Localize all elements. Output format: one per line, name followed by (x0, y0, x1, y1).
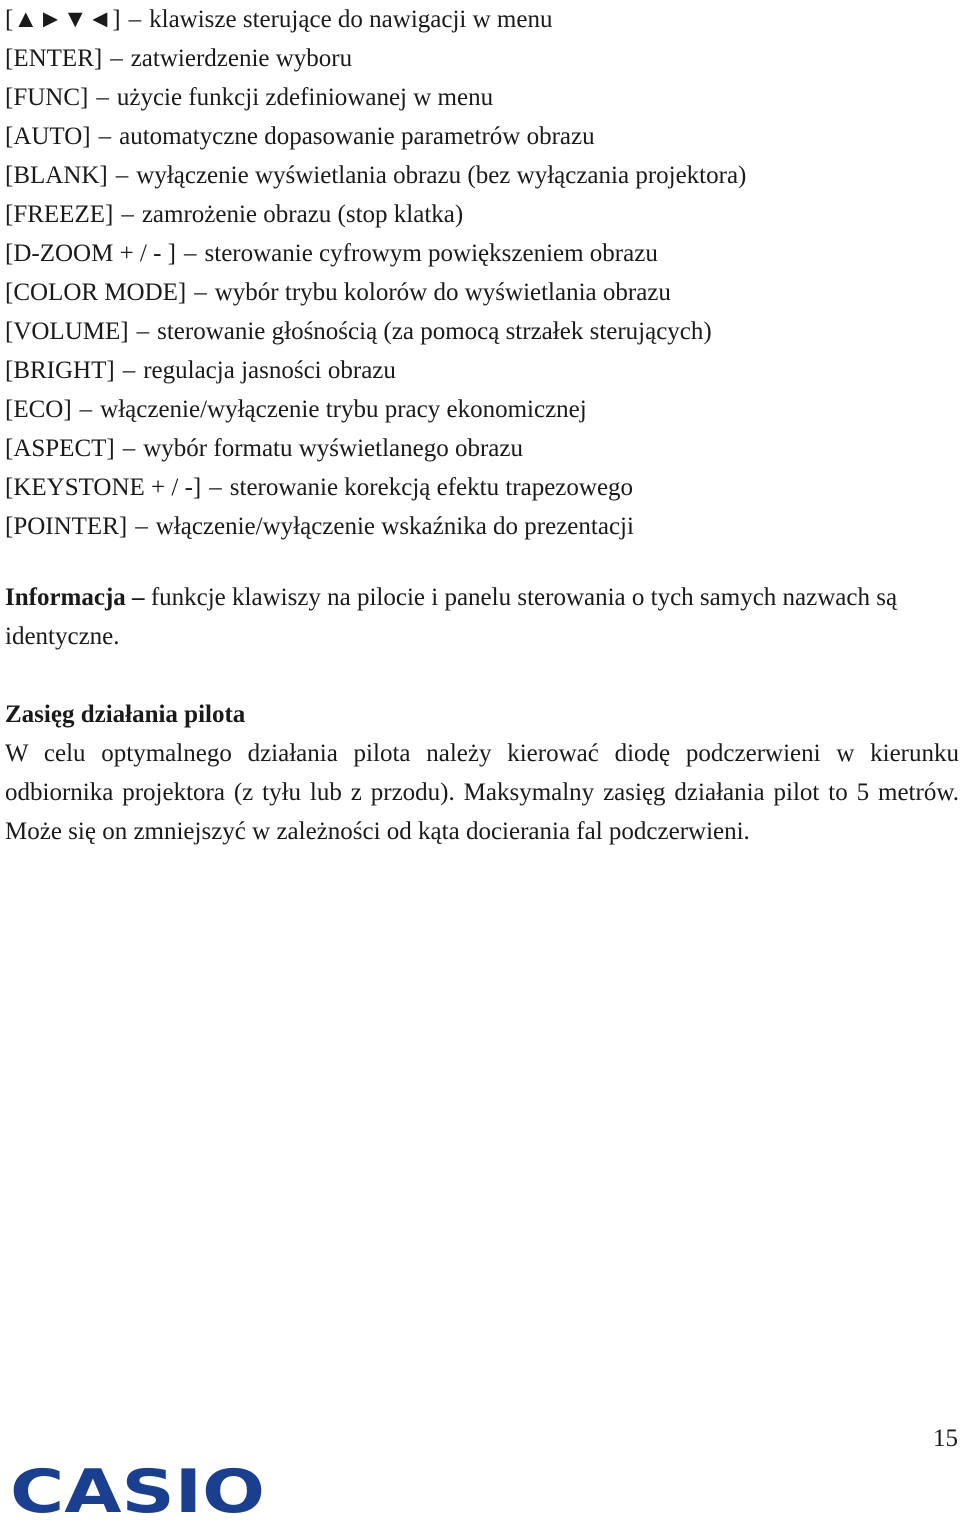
dash-separator: – (122, 357, 136, 384)
key-description: sterowanie głośnością (za pomocą strzałek sterujących) (157, 318, 712, 345)
dash-separator: – (96, 84, 109, 111)
key-name: [BRIGHT] (5, 357, 115, 384)
info-paragraph (5, 578, 959, 656)
key-description: klawisze sterujące do nawigacji w menu (149, 6, 553, 33)
key-row (5, 156, 959, 195)
range-heading: Zasięg działania pilota (5, 701, 246, 728)
key-name: [ASPECT] (5, 435, 115, 462)
svg-text:CASIO: CASIO (10, 1462, 265, 1518)
key-row (5, 429, 959, 468)
dash-separator: – (184, 240, 197, 267)
info-text: funkcje klawiszy na pilocie i panelu sterowania o tych samych nazwach są identyczne. (5, 584, 898, 650)
key-name: [ENTER] (5, 45, 103, 72)
key-name: [COLOR MODE] (5, 279, 187, 306)
key-name: [POINTER] (5, 513, 128, 540)
key-description: sterowanie korekcją efektu trapezowego (229, 474, 634, 501)
dash-separator: – (209, 474, 222, 501)
page-number: 15 (933, 1425, 958, 1452)
key-row (5, 468, 959, 507)
dash-separator: – (110, 45, 123, 72)
key-name: [FREEZE] (5, 201, 114, 228)
document-page (5, 0, 959, 845)
key-name: [VOLUME] (5, 318, 129, 345)
key-description: użycie funkcji zdefiniowanej w menu (116, 84, 494, 111)
key-name: [D-ZOOM + / - ] (5, 240, 177, 267)
range-body: W celu optymalnego działania pilota należy kierować diodę podczerwieni w kierunku odbiornika projektora (z tyłu lub z przodu). Maksymalny zasięg działania pilot to 5 metrów. Może się on zmniejszyć w zależności od kąta docierania fal podczerwieni. (5, 740, 959, 845)
dash-separator: – (98, 123, 112, 150)
key-description: sterowanie cyfrowym powiększeniem obrazu (204, 240, 658, 267)
key-row (5, 39, 959, 78)
key-name: [ECO] (5, 396, 72, 423)
info-label: Informacja – (5, 584, 145, 611)
key-row (5, 117, 959, 156)
key-function-list (5, 0, 959, 546)
range-section (5, 695, 959, 851)
casio-logo (10, 1462, 270, 1518)
key-description: regulacja jasności obrazu (143, 357, 396, 384)
key-row (5, 195, 959, 234)
key-row (5, 507, 959, 546)
key-row (5, 312, 959, 351)
key-name: [FUNC] (5, 84, 89, 111)
key-name: [BLANK] (5, 162, 108, 189)
dash-separator: – (121, 201, 134, 228)
dash-separator: – (115, 162, 129, 189)
key-name: [KEYSTONE + / -] (5, 474, 202, 501)
key-row (5, 390, 959, 429)
key-row (5, 273, 959, 312)
dash-separator: – (135, 513, 148, 540)
key-description: wybór trybu kolorów do wyświetlania obrazu (214, 279, 671, 306)
key-description: włączenie/wyłączenie trybu pracy ekonomicznej (100, 396, 587, 423)
dash-separator: – (136, 318, 150, 345)
key-name: [▲►▼◄] (5, 6, 121, 33)
key-description: wyłączenie wyświetlania obrazu (bez wyłączania projektora) (136, 162, 747, 189)
key-row (5, 234, 959, 273)
key-description: włączenie/wyłączenie wskaźnika do prezentacji (155, 513, 634, 540)
key-description: zamrożenie obrazu (stop klatka) (141, 201, 464, 228)
key-description: zatwierdzenie wyboru (130, 45, 353, 72)
key-description: automatyczne dopasowanie parametrów obrazu (119, 123, 595, 150)
key-row (5, 0, 959, 39)
dash-separator: – (128, 6, 142, 33)
dash-separator: – (194, 279, 207, 306)
key-row (5, 351, 959, 390)
dash-separator: – (79, 396, 93, 423)
key-row (5, 78, 959, 117)
key-name: [AUTO] (5, 123, 91, 150)
dash-separator: – (122, 435, 136, 462)
key-description: wybór formatu wyświetlanego obrazu (143, 435, 523, 462)
